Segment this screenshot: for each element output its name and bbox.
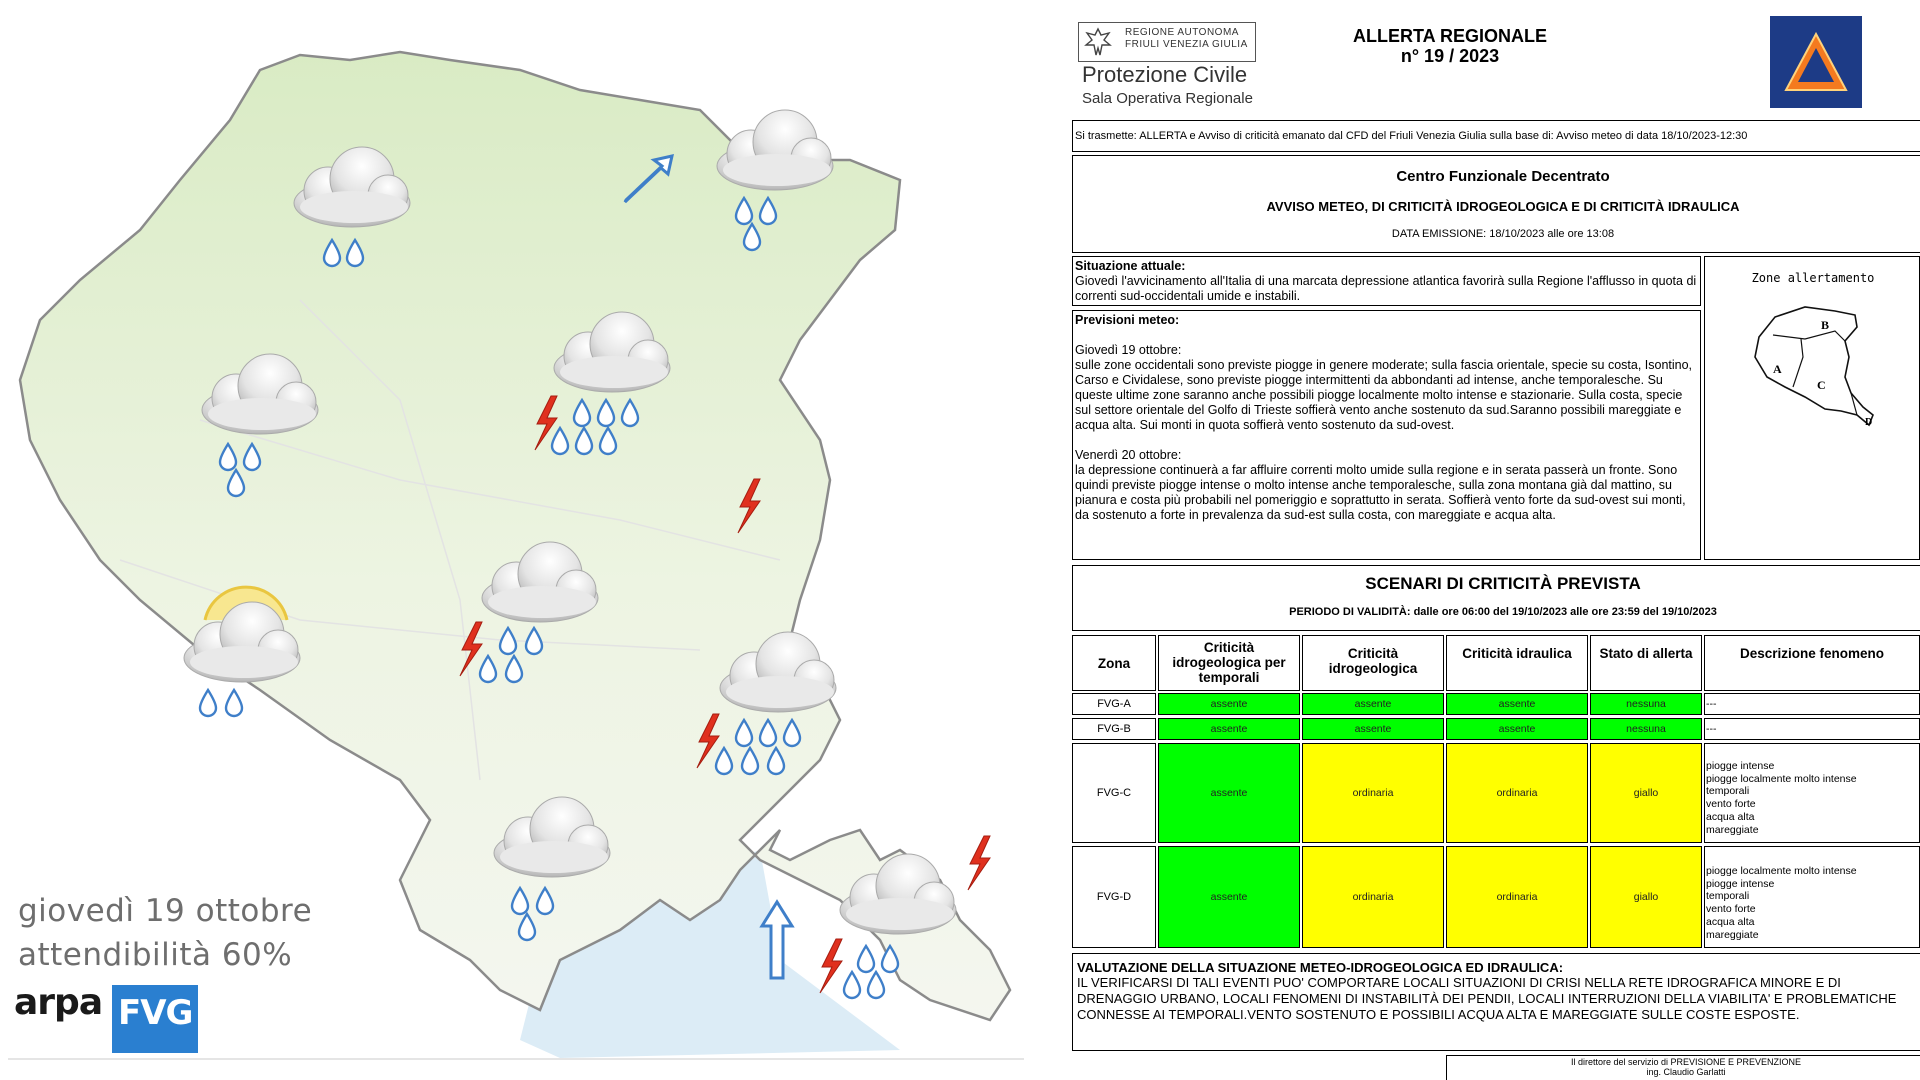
org-subtitle: Sala Operativa Regionale — [1082, 90, 1253, 107]
arpa-logo-box — [112, 985, 198, 1053]
zone-label-b: B — [1821, 318, 1830, 332]
alert-zones-map — [1745, 297, 1885, 437]
table-row-zone: FVG-C — [1072, 743, 1156, 843]
table-cell-desc: --- — [1704, 693, 1920, 715]
phenomenon-item: mareggiate — [1706, 928, 1759, 941]
weather-forecast — [1072, 310, 1701, 560]
divider — [8, 1058, 1024, 1060]
rain-drop — [226, 690, 242, 716]
phenomenon-item: vento forte — [1706, 798, 1756, 811]
table-cell: assente — [1446, 693, 1588, 715]
table-cell: assente — [1158, 693, 1300, 715]
header-crit-idrogeologica: Criticità idrogeologica — [1302, 635, 1444, 691]
header-stato-allerta: Stato di allerta — [1590, 635, 1702, 691]
phenomenon-item: piogge localmente molto intense — [1706, 772, 1857, 785]
evaluation-text: IL VERIFICARSI DI TALI EVENTI PUO' COMPORTARE LOCALI SITUAZIONI DI CRISI NELLA RETE IDROGRAFICA MINORE E DI DRENAGGIO URBANO, LOCALI FENOMENI DI INSTABILITÀ DEI PENDII, LOCALI INTERRUZIONI DELLA VIABILITA' E PROBLEMATICHE CONNESSE AI TEMPORALI.VENTO SOSTENUTO E POSSIBILI ACQUA ALTA E MAREGGIATE SULLE COSTE ESPOSTE. — [1077, 975, 1897, 1022]
arpa-logo-suffix: FVG — [118, 993, 193, 1033]
current-situation — [1072, 256, 1701, 306]
rain-drop — [200, 690, 216, 716]
region-outline — [20, 52, 1010, 1020]
signature-role: Il direttore del servizio di PREVISIONE E PREVENZIONE — [1570, 1057, 1802, 1067]
phenomenon-item: acqua alta — [1706, 915, 1755, 928]
arpa-fvg-logo — [14, 982, 194, 1050]
alert-zones-panel — [1704, 256, 1920, 560]
alert-title — [1320, 26, 1580, 66]
table-cell: ordinaria — [1302, 846, 1444, 948]
zone-label-d: D — [1865, 417, 1873, 428]
evaluation-section — [1072, 953, 1920, 1051]
civil-protection-logo — [1770, 16, 1862, 108]
forecast-day-caption: giovedì 19 ottobre — [18, 893, 313, 929]
zones-title: Zone allertamento — [1751, 271, 1875, 285]
table-cell: assente — [1302, 693, 1444, 715]
table-cell-desc: --- — [1704, 718, 1920, 740]
scenarios-title: SCENARI DI CRITICITÀ PREVISTA — [1365, 574, 1641, 593]
lightning-icon — [820, 939, 842, 993]
table-cell: assente — [1302, 718, 1444, 740]
scenarios-header — [1072, 565, 1920, 631]
region-emblem — [1078, 22, 1256, 62]
region-name — [1125, 27, 1248, 51]
table-row-zone: FVG-A — [1072, 693, 1156, 715]
alert-document — [1070, 0, 1920, 1080]
cfd-header — [1072, 155, 1920, 253]
table-row-zone: FVG-B — [1072, 718, 1156, 740]
situation-text: Giovedì l'avvicinamento all'Italia di una marcata depressione atlantica favorirà sulla Regione l'afflusso in quota di correnti sud-occidentali umide e instabili. — [1075, 274, 1697, 303]
table-cell: ordinaria — [1302, 743, 1444, 843]
emission-date: DATA EMISSIONE: 18/10/2023 alle ore 13:08 — [1391, 228, 1615, 240]
table-cell-state: nessuna — [1590, 718, 1702, 740]
table-cell: ordinaria — [1446, 743, 1588, 843]
day1-label: Giovedì 19 ottobre: — [1075, 343, 1182, 357]
eagle-emblem-icon — [1083, 26, 1113, 58]
signature-name: ing. Claudio Garlatti — [1646, 1067, 1726, 1077]
rain-drop — [868, 972, 884, 998]
header-crit-idraulica: Criticità idraulica — [1446, 635, 1588, 691]
phenomenon-item: mareggiate — [1706, 823, 1759, 836]
table-cell-desc — [1704, 743, 1920, 843]
header-crit-temporali: Criticità idrogeologica per temporali — [1158, 635, 1300, 691]
table-cell-state: giallo — [1590, 846, 1702, 948]
phenomenon-item: temporali — [1706, 890, 1750, 903]
civil-protection-triangle-icon — [1770, 16, 1862, 108]
phenomenon-item: piogge intense — [1706, 760, 1775, 772]
phenomenon-item: piogge localmente molto intense — [1706, 865, 1857, 877]
day2-text: la depressione continuerà a far affluire correnti molto umide sulla regione e in serata passerà un fronte. Sono quindi previste piogge intense o molto intense anche temporalesche, sulla zona montana già dal mattino, su pianura e costa più probabili nel pomeriggio e soprattutto in serata. Soffierà vento forte da sud-ovest sui monti, da sostenuto a forte in prevalenza da sud-est sulla costa, con mareggiate e acqua alta. — [1075, 463, 1686, 522]
rain-drop — [858, 946, 874, 972]
zone-label-a: A — [1773, 362, 1782, 376]
forecast-label: Previsioni meteo: — [1075, 313, 1180, 327]
table-cell: assente — [1446, 718, 1588, 740]
table-row-zone: FVG-D — [1072, 846, 1156, 948]
table-cell-desc — [1704, 846, 1920, 948]
zone-label-c: C — [1817, 378, 1826, 392]
table-cell: assente — [1158, 846, 1300, 948]
forecast-reliability-caption: attendibilità 60% — [18, 937, 293, 973]
table-cell: assente — [1158, 743, 1300, 843]
signature-box — [1446, 1055, 1920, 1080]
cfd-subtitle: AVVISO METEO, DI CRITICITÀ IDROGEOLOGICA E DI CRITICITÀ IDRAULICA — [1266, 199, 1740, 214]
transmission-note: Si trasmette: ALLERTA e Avviso di criticità emanato dal CFD del Friuli Venezia Giulia sulla base di: Avviso meteo di data 18/10/2023-12:30 — [1072, 120, 1920, 152]
table-cell-state: giallo — [1590, 743, 1702, 843]
phenomenon-item: piogge intense — [1706, 877, 1775, 890]
org-title: Protezione Civile — [1082, 62, 1248, 87]
region-line-1: REGIONE AUTONOMA — [1125, 27, 1239, 38]
arpa-logo-text: arpa — [14, 982, 103, 1023]
alert-number: n° 19 / 2023 — [1400, 46, 1500, 66]
rain-cloud-icon — [717, 110, 833, 190]
day2-label: Venerdì 20 ottobre: — [1075, 448, 1182, 462]
rain-drop — [844, 972, 860, 998]
phenomenon-item: vento forte — [1706, 903, 1756, 916]
cfd-title: Centro Funzionale Decentrato — [1396, 168, 1610, 185]
table-cell: assente — [1158, 718, 1300, 740]
phenomenon-item: acqua alta — [1706, 810, 1755, 823]
header-descrizione: Descrizione fenomeno — [1704, 635, 1920, 691]
validity-period: PERIODO DI VALIDITÀ: dalle ore 06:00 del 19/10/2023 alle ore 23:59 del 19/10/2023 — [1289, 606, 1717, 618]
region-line-2: FRIULI VENEZIA GIULIA — [1125, 39, 1248, 50]
lightning-icon — [968, 836, 990, 890]
phenomenon-item: temporali — [1706, 785, 1750, 798]
table-cell: ordinaria — [1446, 846, 1588, 948]
header-zona: Zona — [1072, 635, 1156, 691]
evaluation-title: VALUTAZIONE DELLA SITUAZIONE METEO-IDROGEOLOGICA ED IDRAULICA: — [1077, 960, 1564, 975]
table-cell-state: nessuna — [1590, 693, 1702, 715]
day1-text: sulle zone occidentali sono previste piogge in genere moderate; sulla fascia orientale, specie su costa, Isontino, Carso e Cividalese, sono previste piogge intermittenti da abbondanti ad intense, anche temporalesche. Su queste ultime zone saranno anche possibili piogge localmente molto intense e stazionarie. Sulla costa, specie sul settore orientale del Golfo di Trieste soffierà vento anche sostenuto da sud.Saranno possibili mareggiate e acqua alta. Sui monti in quota soffierà vento sostenuto da sud-ovest. — [1075, 358, 1693, 432]
alert-title-text: ALLERTA REGIONALE — [1353, 26, 1547, 46]
situation-label: Situazione attuale: — [1075, 259, 1186, 273]
